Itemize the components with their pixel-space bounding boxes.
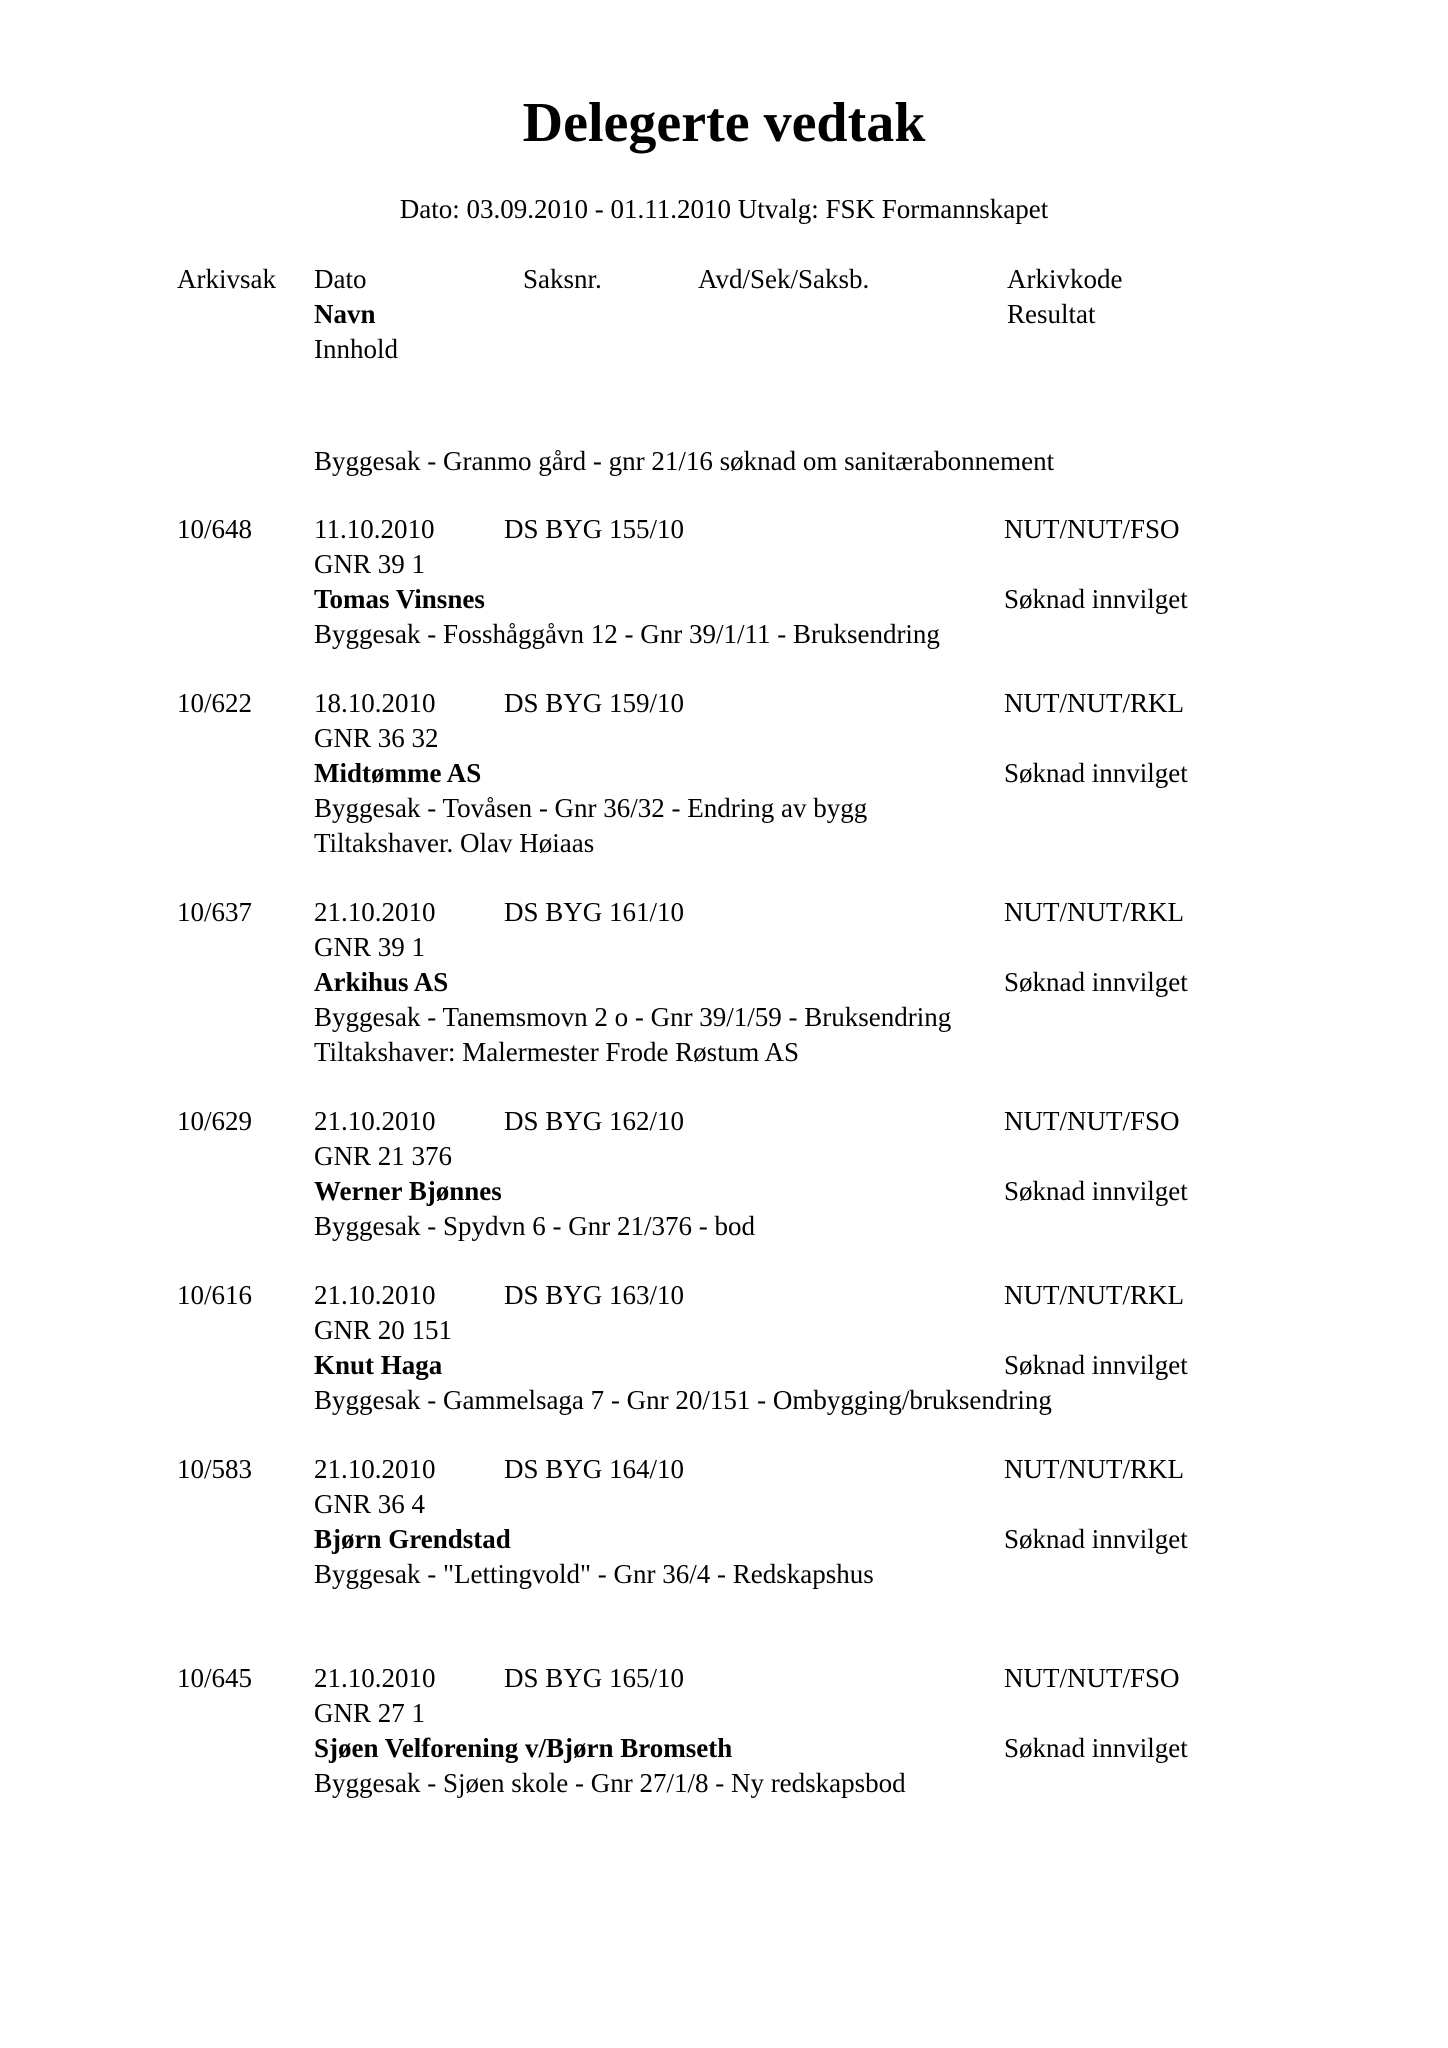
record-saksnr: DS BYG 159/10: [504, 688, 685, 718]
record-resultat: Søknad innvilget: [1004, 1350, 1188, 1380]
record-avd: NUT/NUT/FSO: [1004, 1663, 1180, 1693]
record-arkivkode: GNR 36 4: [314, 1489, 426, 1519]
record-avd: NUT/NUT/FSO: [1004, 514, 1180, 544]
record-resultat: Søknad innvilget: [1004, 1733, 1188, 1763]
record-navn: Knut Haga: [314, 1350, 443, 1380]
record-arkivkode: GNR 36 32: [314, 723, 439, 753]
header-innhold: Innhold: [314, 334, 398, 364]
record-dato: 21.10.2010: [314, 897, 436, 927]
record-navn: Sjøen Velforening v/Bjørn Bromseth: [314, 1733, 733, 1763]
page-subtitle: Dato: 03.09.2010 - 01.11.2010 Utvalg: FSK Formannskapet: [399, 194, 1049, 224]
record-innhold: Byggesak - "Lettingvold" - Gnr 36/4 - Redskapshus: [314, 1559, 874, 1589]
record-navn: Werner Bjønnes: [314, 1176, 502, 1206]
record-arkivsak: 10/616: [177, 1280, 253, 1310]
record-arkivsak: 10/648: [177, 514, 253, 544]
record-navn: Arkihus AS: [314, 967, 449, 997]
header-arkivsak: Arkivsak: [177, 264, 276, 294]
record-arkivkode: GNR 39 1: [314, 549, 426, 579]
record-dato: 21.10.2010: [314, 1663, 436, 1693]
record-saksnr: DS BYG 164/10: [504, 1454, 685, 1484]
record-navn: Tomas Vinsnes: [314, 584, 485, 614]
record-avd: NUT/NUT/RKL: [1004, 1454, 1184, 1484]
record-navn: Bjørn Grendstad: [314, 1524, 511, 1554]
intro-line: Byggesak - Granmo gård - gnr 21/16 søknad om sanitærabonnement: [314, 446, 1055, 476]
record-arkivsak: 10/629: [177, 1106, 253, 1136]
header-arkivkode: Arkivkode: [1007, 264, 1123, 294]
record-avd: NUT/NUT/RKL: [1004, 897, 1184, 927]
record-arkivkode: GNR 39 1: [314, 932, 426, 962]
record-innhold: Tiltakshaver. Olav Høiaas: [314, 828, 595, 858]
record-resultat: Søknad innvilget: [1004, 1524, 1188, 1554]
record-saksnr: DS BYG 155/10: [504, 514, 685, 544]
record-arkivkode: GNR 21 376: [314, 1141, 453, 1171]
record-navn: Midtømme AS: [314, 758, 482, 788]
record-saksnr: DS BYG 162/10: [504, 1106, 685, 1136]
record-dato: 21.10.2010: [314, 1454, 436, 1484]
record-innhold: Byggesak - Sjøen skole - Gnr 27/1/8 - Ny redskapsbod: [314, 1768, 906, 1798]
record-innhold: Byggesak - Tanemsmovn 2 o - Gnr 39/1/59 - Bruksendring: [314, 1002, 952, 1032]
record-resultat: Søknad innvilget: [1004, 584, 1188, 614]
record-dato: 11.10.2010: [314, 514, 435, 544]
record-innhold: Byggesak - Fosshåggåvn 12 - Gnr 39/1/11 - Bruksendring: [314, 619, 940, 649]
record-innhold: Byggesak - Gammelsaga 7 - Gnr 20/151 - Ombygging/bruksendring: [314, 1385, 1052, 1415]
record-dato: 21.10.2010: [314, 1106, 436, 1136]
header-dato: Dato: [314, 264, 367, 294]
record-saksnr: DS BYG 165/10: [504, 1663, 685, 1693]
header-saksnr: Saksnr.: [523, 264, 602, 294]
record-arkivsak: 10/622: [177, 688, 253, 718]
record-arkivkode: GNR 20 151: [314, 1315, 453, 1345]
header-resultat: Resultat: [1007, 299, 1096, 329]
record-arkivsak: 10/637: [177, 897, 253, 927]
header-avd: Avd/Sek/Saksb.: [698, 264, 870, 294]
record-avd: NUT/NUT/RKL: [1004, 1280, 1184, 1310]
record-dato: 21.10.2010: [314, 1280, 436, 1310]
record-avd: NUT/NUT/RKL: [1004, 688, 1184, 718]
page-title: Delegerte vedtak: [522, 92, 926, 154]
record-arkivkode: GNR 27 1: [314, 1698, 426, 1728]
record-avd: NUT/NUT/FSO: [1004, 1106, 1180, 1136]
record-resultat: Søknad innvilget: [1004, 758, 1188, 788]
record-arkivsak: 10/583: [177, 1454, 253, 1484]
record-arkivsak: 10/645: [177, 1663, 253, 1693]
record-innhold: Tiltakshaver: Malermester Frode Røstum AS: [314, 1037, 799, 1067]
record-innhold: Byggesak - Tovåsen - Gnr 36/32 - Endring av bygg: [314, 793, 868, 823]
record-resultat: Søknad innvilget: [1004, 1176, 1188, 1206]
record-dato: 18.10.2010: [314, 688, 436, 718]
record-saksnr: DS BYG 163/10: [504, 1280, 685, 1310]
header-navn: Navn: [314, 299, 376, 329]
record-innhold: Byggesak - Spydvn 6 - Gnr 21/376 - bod: [314, 1211, 755, 1241]
record-saksnr: DS BYG 161/10: [504, 897, 685, 927]
record-resultat: Søknad innvilget: [1004, 967, 1188, 997]
